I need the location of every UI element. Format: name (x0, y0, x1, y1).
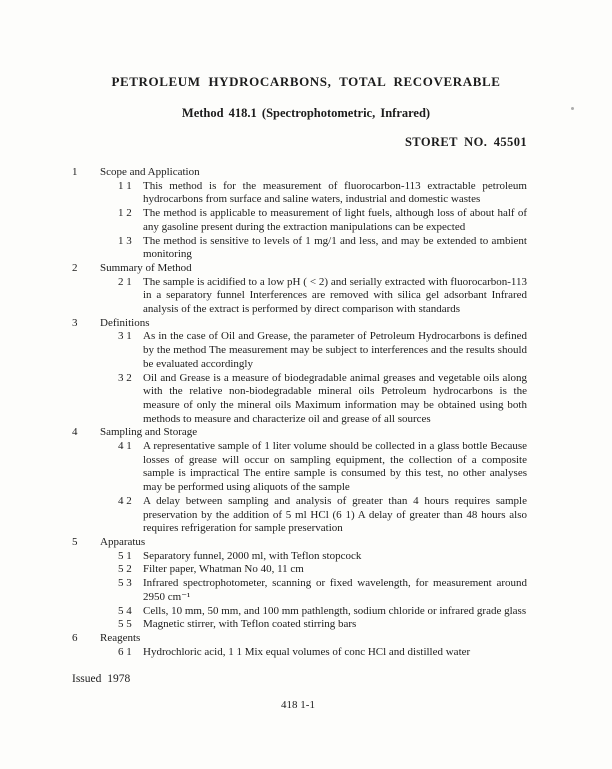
item-number: 4 2 (118, 494, 132, 507)
section-heading (72, 166, 527, 180)
document-body (72, 166, 527, 659)
section-item (72, 495, 527, 536)
item-text: A delay between sampling and analysis of greater than 4 hours requires sample preservation by the addition of 5 ml HCl (6 1) A delay of greater than 48 hours also requires refrigeration for sample preservation (143, 494, 527, 535)
item-number: 1 1 (118, 179, 132, 192)
item-text: Hydrochloric acid, 1 1 Mix equal volumes of conc HCl and distilled water (143, 645, 471, 658)
section-item (72, 276, 527, 317)
item-text: Infrared spectrophotometer, scanning or fixed wavelength, for measurement around 2950 cm⁻¹ (143, 577, 527, 603)
item-number: 2 1 (118, 275, 132, 288)
item-text: Filter paper, Whatman No 40, 11 cm (143, 563, 304, 576)
section-heading (72, 536, 527, 550)
item-number: 4 1 (118, 440, 132, 453)
section-title: Reagents (100, 631, 141, 644)
section-heading (72, 426, 527, 440)
section-item (72, 180, 527, 207)
item-number: 3 2 (118, 371, 132, 384)
item-text: As in the case of Oil and Grease, the parameter of Petroleum Hydrocarbons is defined by the method The measurement may be subject to interferences and the results should be evaluated accordingly (143, 330, 527, 370)
section-item (72, 372, 527, 427)
section-heading (72, 262, 527, 276)
item-number: 5 4 (118, 604, 132, 617)
section-item (72, 235, 527, 262)
document-subtitle: Method 418.1 (Spectrophotometric, Infrared) (181, 106, 431, 120)
section-item (72, 646, 527, 660)
item-number: 5 2 (118, 563, 132, 576)
section-item (72, 563, 527, 577)
section-title: Summary of Method (100, 261, 192, 274)
section-title: Scope and Application (100, 166, 200, 178)
item-text: Oil and Grease is a measure of biodegradable animal greases and vegetable oils along with the relative non-biodegradable mineral oils Petroleum hydrocarbons is the measure of only the mineral oils Maximum information may be obtained using both methods to measure and characterize oil and grease of all sources (143, 371, 527, 425)
section-number: 6 (72, 631, 78, 644)
section-number: 5 (72, 535, 78, 548)
page-number: 418 1-1 (281, 699, 315, 711)
item-number: 1 3 (118, 234, 132, 247)
section-number: 2 (72, 261, 78, 274)
item-text: The sample is acidified to a low pH ( < 2) and serially extracted with fluorocarbon-113 in a separatory funnel Interferences are removed with silica gel adsorbant Infrared analysis of the extract is performed by direct comparison with standards (143, 275, 527, 316)
section-number: 4 (72, 426, 78, 439)
section-item (72, 330, 527, 371)
item-number: 5 5 (118, 618, 132, 631)
section-item (72, 605, 527, 619)
item-text: Magnetic stirrer, with Teflon coated stirring bars (143, 618, 357, 631)
section-item (72, 618, 527, 632)
item-text: The method is sensitive to levels of 1 mg/1 and less, and may be extended to ambient monitoring (143, 234, 527, 261)
item-text: This method is for the measurement of fluorocarbon-113 extractable petroleum hydrocarbons from surface and saline waters, industrial and domestic wastes (143, 179, 527, 206)
storet-number: STORET NO. 45501 (404, 135, 527, 149)
item-number: 5 1 (118, 549, 132, 562)
section-item (72, 440, 527, 495)
item-number: 6 1 (118, 645, 132, 658)
item-number: 5 3 (118, 577, 132, 590)
section-title: Definitions (100, 316, 150, 329)
item-number: 3 1 (118, 330, 132, 343)
item-text: The method is applicable to measurement of light fuels, although loss of about half of any gasoline present during the extraction manipulations can be expected (143, 207, 527, 233)
item-text: Cells, 10 mm, 50 mm, and 100 mm pathlength, sodium chloride or infrared grade glass (143, 604, 527, 617)
section-item (72, 207, 527, 234)
section-title: Sampling and Storage (100, 426, 198, 439)
document-title: PETROLEUM HYDROCARBONS, TOTAL RECOVERABLE (111, 74, 501, 89)
section-title: Apparatus (100, 535, 146, 548)
section-number: 3 (72, 316, 78, 329)
item-number: 1 2 (118, 207, 132, 220)
section-number: 1 (72, 166, 78, 178)
section-item (72, 550, 527, 564)
section-heading (72, 632, 527, 646)
item-text: A representative sample of 1 liter volume should be collected in a glass bottle Because losses of grease will occur on sampling equipment, the collection of a composite sample is impractical The entire sample is consumed by this test, no other analyses may be performed using aliquots of the sample (143, 440, 527, 494)
issued-date: Issued 1978 (72, 673, 131, 685)
section-item (72, 577, 527, 604)
item-text: Separatory funnel, 2000 ml, with Teflon stopcock (143, 549, 362, 562)
section-heading (72, 317, 527, 331)
